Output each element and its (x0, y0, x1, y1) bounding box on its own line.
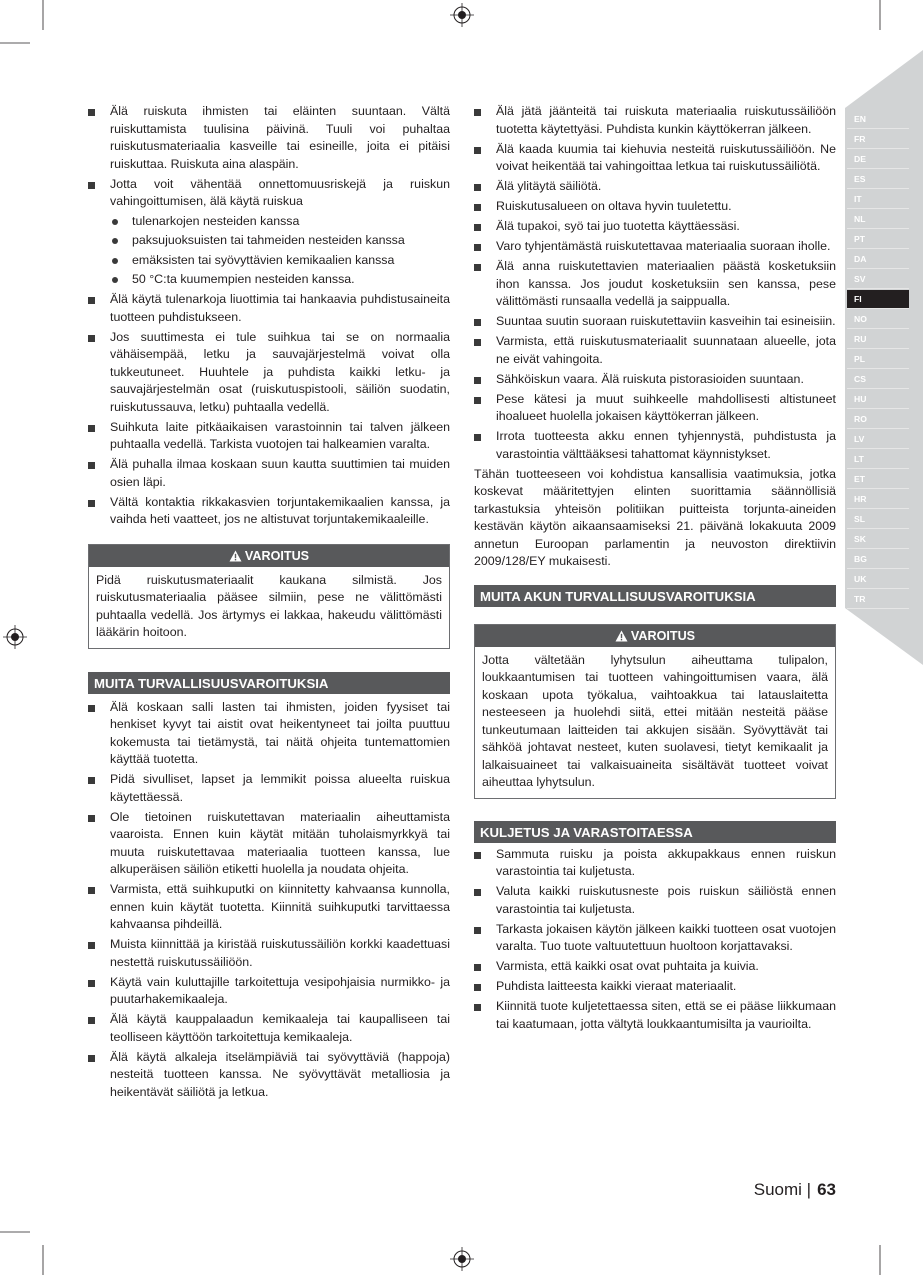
registration-mark-bottom (450, 1247, 474, 1271)
language-tab-sv[interactable]: SV (847, 270, 909, 289)
language-tab-sl[interactable]: SL (847, 510, 909, 529)
list-item: Käytä vain kuluttajille tarkoitettuja vesipohjaisia nurmikko- ja puutarhakemikaaleja. (88, 974, 450, 1009)
warning-header (89, 545, 449, 567)
warning-title: VAROITUS (244, 548, 310, 563)
footer-language: Suomi | (753, 1180, 812, 1199)
language-tab-tr[interactable]: TR (847, 590, 909, 609)
list-item-text: Jotta voit vähentää onnettomuusriskejä ja ruiskun vahingoittumisen, älä käytä ruiskua (110, 176, 450, 208)
list-item: Älä käytä tulenarkoja liuottimia tai hankaavia puhdistusaineita tuotteen puhdistukseen. (88, 291, 450, 326)
language-tab-nl[interactable]: NL (847, 210, 909, 229)
list-item: Muista kiinnittää ja kiristää ruiskutussäiliön korkki kaadettuasi nestettä ruiskutussäiliöön. (88, 936, 450, 971)
list-item: Vältä kontaktia rikkakasvien torjuntakemikaalien kanssa, ja vaihda heti vaatteet, jos ne altistuvat torjuntakemikaaleille. (88, 494, 450, 529)
top-bullet-list (474, 103, 836, 463)
list-item: Älä tupakoi, syö tai juo tuotetta käyttäessäsi. (474, 218, 836, 236)
registration-mark-left (3, 625, 27, 649)
language-tab-sk[interactable]: SK (847, 530, 909, 549)
language-tab-et[interactable]: ET (847, 470, 909, 489)
sub-list-item: paksujuoksuisten tai tahmeiden nesteiden kanssa (110, 232, 450, 250)
list-item: Valuta kaikki ruiskutusneste pois ruiskun säiliöstä ennen varastointia tai kuljetusta. (474, 883, 836, 918)
section-title-transport: KULJETUS JA VARASTOITAESSA (474, 821, 836, 843)
page-footer (754, 1180, 836, 1200)
list-item: Tarkasta jokaisen käytön jälkeen kaikki tuotteen osat vuotojen varalta. Tuo tuote valtuutettuun huoltoon korjattavaksi. (474, 921, 836, 956)
regulation-paragraph: Tähän tuotteeseen voi kohdistua kansallisia vaatimuksia, jotka koskevat määritettyjen elinten suorittamia säännöllisiä tarkastuksia yhteisön politiikan puitteista torjunta-aineiden kestävän käytön aikaansaamiseksi 21. päivänä lokakuuta 2009 annetun Euroopan parlamentin ja neuvoston direktiivin 2009/128/EY mukaisesti. (474, 466, 836, 568)
section-title-other-safety: MUITA TURVALLISUUSVAROITUKSIA (88, 672, 450, 694)
language-tab-pt[interactable]: PT (847, 230, 909, 249)
left-column (88, 103, 450, 1104)
sub-bullet-list (110, 213, 450, 289)
sub-list-item: 50 °C:ta kuumempien nesteiden kanssa. (110, 271, 450, 289)
list-item: Puhdista laitteesta kaikki vieraat materiaalit. (474, 978, 836, 996)
list-item: Älä anna ruiskutettavien materiaalien päästä kosketuksiin ihon kanssa. Jos joudut kosketuksiin sen kanssa, pese välittömästi runsaalla vedellä ja saippualla. (474, 258, 836, 311)
language-tab-es[interactable]: ES (847, 170, 909, 189)
warning-title: VAROITUS (630, 628, 696, 643)
list-item: Suuntaa suutin suoraan ruiskutettaviin kasveihin tai esineisiin. (474, 313, 836, 331)
language-tab-bg[interactable]: BG (847, 550, 909, 569)
language-tab-strip (845, 0, 923, 680)
transport-bullet-list (474, 846, 836, 1034)
language-tab-cs[interactable]: CS (847, 370, 909, 389)
intro-bullet-list (88, 103, 450, 529)
sub-list-item: tulenarkojen nesteiden kanssa (110, 213, 450, 231)
warning-triangle-icon (615, 630, 628, 642)
list-item: Varmista, että kaikki osat ovat puhtaita ja kuivia. (474, 958, 836, 976)
language-tab-hr[interactable]: HR (847, 490, 909, 509)
list-item (88, 176, 450, 289)
language-tab-no[interactable]: NO (847, 310, 909, 329)
list-item: Irrota tuotteesta akku ennen tyhjennystä, puhdistusta ja varastointia välttääksesi tahattomat käynnistykset. (474, 428, 836, 463)
list-item: Älä puhalla ilmaa koskaan suun kautta suuttimien tai muiden osien läpi. (88, 456, 450, 491)
other-safety-bullet-list (88, 699, 450, 1102)
list-item: Älä ylitäytä säiliötä. (474, 178, 836, 196)
language-tab-en[interactable]: EN (847, 110, 909, 129)
warning-triangle-icon (229, 550, 242, 562)
list-item: Kiinnitä tuote kuljetettaessa siten, että se ei pääse liikkumaan tai kaatumaan, jotta vältytä loukkaantumisilta ja vaurioilta. (474, 998, 836, 1033)
language-tab-hu[interactable]: HU (847, 390, 909, 409)
language-tab-uk[interactable]: UK (847, 570, 909, 589)
list-item: Varmista, että ruiskutusmateriaalit suunnataan alueelle, jota ne eivät vahingoita. (474, 333, 836, 368)
language-tab-da[interactable]: DA (847, 250, 909, 269)
list-item: Pese kätesi ja muut suihkeelle mahdollisesti altistuneet ihoalueet huolella jokaisen käyttökerran jälkeen. (474, 391, 836, 426)
language-tab-ru[interactable]: RU (847, 330, 909, 349)
list-item: Älä käytä kauppalaadun kemikaaleja tai kaupalliseen tai teolliseen käyttöön tarkoitettuja kemikaaleja. (88, 1011, 450, 1046)
list-item: Älä ruiskuta ihmisten tai eläinten suuntaan. Vältä ruiskuttamista tuulisina päivinä. Tuuli voi puhaltaa ruiskutusmateriaalia kasveille tai esineille, joita ei pitäisi ruiskuttaa. Ruiskuta aina alaspäin. (88, 103, 450, 173)
warning-box-eyes (88, 544, 450, 649)
language-tab-lt[interactable]: LT (847, 450, 909, 469)
registration-mark-top (450, 3, 474, 27)
list-item: Jos suuttimesta ei tule suihkua tai se on normaalia vähäisempää, letku ja sauvajärjestelmä voivat olla tukkeutuneet. Huuhtele ja puhdista kaikki letku- ja sauvajärjestelmän osat (ruiskutuspistooli, säiliön suodatin, ruiskutussauva, letku) puhtaalla vedellä. (88, 329, 450, 417)
list-item: Älä kaada kuumia tai kiehuvia nesteitä ruiskutussäiliöön. Ne voivat heikentää tai vahingoittaa letkua tai ruiskutussäiliötä. (474, 141, 836, 176)
language-tab-it[interactable]: IT (847, 190, 909, 209)
list-item: Varmista, että suihkuputki on kiinnitetty kahvaansa kunnolla, ennen kuin käytät tuotetta. Kiinnitä suihkuputki tarvittaessa kahvaansa pihdeillä. (88, 881, 450, 934)
list-item: Varo tyhjentämästä ruiskutettavaa materiaalia suoraan iholle. (474, 238, 836, 256)
sub-list-item: emäksisten tai syövyttävien kemikaalien kanssa (110, 252, 450, 270)
list-item: Pidä sivulliset, lapset ja lemmikit poissa alueelta ruiskua käytettäessä. (88, 771, 450, 806)
language-tab-de[interactable]: DE (847, 150, 909, 169)
language-tab-ro[interactable]: RO (847, 410, 909, 429)
warning-box-battery (474, 624, 836, 799)
page-number: 63 (817, 1180, 836, 1199)
list-item: Älä koskaan salli lasten tai ihmisten, joiden fyysiset tai henkiset kyvyt tai aistit ovat heikentyneet tai joilta puuttuu kokemusta tai tietämystä, tai näitä ohjeita tuntemattomien käyttää tuotetta. (88, 699, 450, 769)
warning-header (475, 625, 835, 647)
right-column (474, 103, 836, 1036)
list-item: Älä jätä jäänteitä tai ruiskuta materiaalia ruiskutussäiliöön tuotetta käytettyäsi. Puhdista kunkin käyttökerran jälkeen. (474, 103, 836, 138)
warning-text: Jotta vältetään lyhytsulun aiheuttama tulipalon, loukkaantumisen tai tuotteen vahingoittumisen vaara, älä koskaan upota työkalua, vaihtoakkua tai latauslaitetta nesteeseen ja huolehdi siitä, ettei mitään nesteitä pääse tunkeutumaan laitteiden tai akkujen sisään. Syövyttävät tai sähköä johtavat nesteet, kuten suolavesi, tietyt kemikaalit ja lalkaisuaineet tai valkaisuaineita sisältävät tuotteet voivat aiheuttaa lyhytsulun. (482, 652, 828, 789)
language-tab-lv[interactable]: LV (847, 430, 909, 449)
list-item: Sähköiskun vaara. Älä ruiskuta pistorasioiden suuntaan. (474, 371, 836, 389)
language-tab-fr[interactable]: FR (847, 130, 909, 149)
list-item: Suihkuta laite pitkäaikaisen varastoinnin tai talven jälkeen puhtaalla vedellä. Tarkista vuotojen tai halkeamien varalta. (88, 419, 450, 454)
list-item: Sammuta ruisku ja poista akkupakkaus ennen ruiskun varastointia tai kuljetusta. (474, 846, 836, 881)
language-tab-pl[interactable]: PL (847, 350, 909, 369)
list-item: Ruiskutusalueen on oltava hyvin tuuletettu. (474, 198, 836, 216)
list-item: Ole tietoinen ruiskutettavan materiaalin aiheuttamista vaaroista. Ennen kuin käytät mitään tuholaismyrkkyä tai muuta ruiskutettavaa materiaalia tuotteen kanssa, lue alkuperäisen säiliön etiketti huolella ja noudata ohjeita. (88, 809, 450, 879)
warning-text: Pidä ruiskutusmateriaalit kaukana silmistä. Jos ruiskutusmateriaalia pääsee silmiin, pese ne välittömästi puhtaalla vedellä. Jos ärtymys ei lakkaa, hakeudu välittömästi lääkärin hoitoon. (96, 572, 442, 639)
list-item: Älä käytä alkaleja itselämpiäviä tai syövyttäviä (happoja) nesteitä tuotteen kanssa. Ne syövyttävät metalliosia ja heikentävät säiliötä ja letkua. (88, 1049, 450, 1102)
section-title-battery-safety: MUITA AKUN TURVALLISUUSVAROITUKSIA (474, 585, 836, 607)
language-tab-fi[interactable]: FI (847, 290, 909, 309)
